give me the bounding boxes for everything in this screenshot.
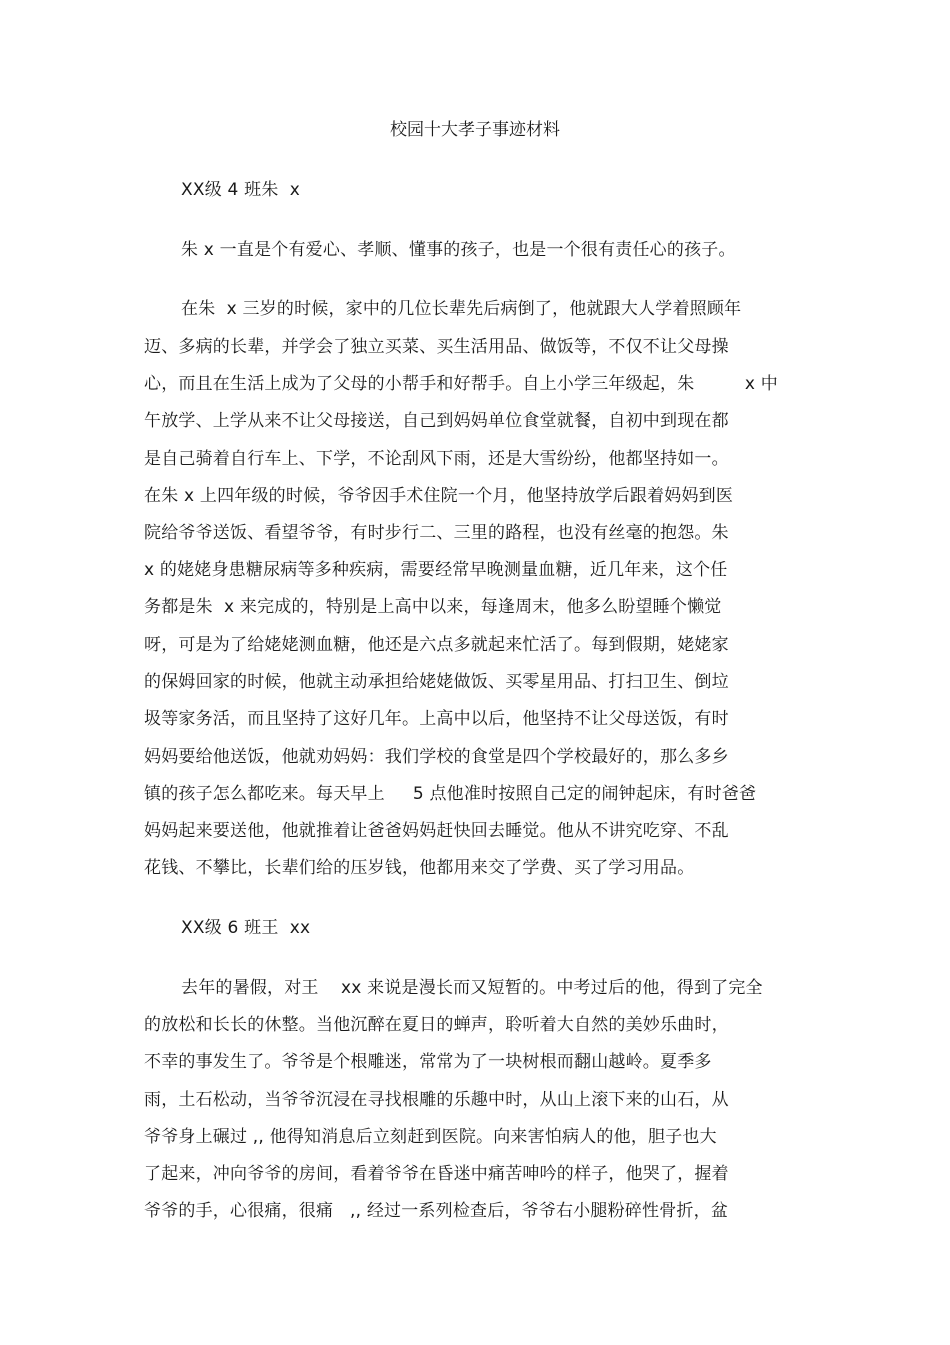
paragraph-line: 午放学、上学从来不让父母接送，自己到妈妈单位食堂就餐，自初中到现在都 — [144, 411, 729, 431]
paragraph-line: 务都是朱 x 来完成的，特别是上高中以来，每逢周末，他多么盼望睡个懒觉 — [144, 597, 722, 617]
paragraph-line: 去年的暑假，对王 xx 来说是漫长而又短暂的。中考过后的他，得到了完全 — [181, 978, 763, 998]
document-title: 校园十大孝子事迹材料 — [390, 120, 560, 140]
paragraph-line: 雨，土石松动，当爷爷沉浸在寻找根雕的乐趣中时，从山上滚下来的山石，从 — [144, 1090, 729, 1110]
section1-heading: XX级 4 班朱 x — [181, 180, 300, 200]
paragraph-line: x 的姥姥身患糖尿病等多种疾病，需要经常早晚测量血糖，近几年来，这个任 — [144, 560, 728, 580]
paragraph-line: 呀，可是为了给姥姥测血糖，他还是六点多就起来忙活了。每到假期，姥姥家 — [144, 635, 729, 655]
paragraph-line: 花钱、不攀比，长辈们给的压岁钱，他都用来交了学费、买了学习用品。 — [144, 858, 695, 878]
paragraph-line: 妈妈要给他送饭，他就劝妈妈：我们学校的食堂是四个学校最好的，那么多乡 — [144, 747, 729, 767]
paragraph-line: 是自己骑着自行车上、下学，不论刮风下雨，还是大雪纷纷，他都坚持如一。 — [144, 449, 729, 469]
paragraph-line: 爷爷身上碾过 ,, 他得知消息后立刻赶到医院。向来害怕病人的他，胆子也大 — [144, 1127, 717, 1147]
paragraph-line: 的保姆回家的时候，他就主动承担给姥姥做饭、买零星用品、打扫卫生、倒垃 — [144, 672, 729, 692]
paragraph-line: 不幸的事发生了。爷爷是个根雕迷，常常为了一块树根而翻山越岭。夏季多 — [144, 1052, 712, 1072]
paragraph-line: 在朱 x 三岁的时候，家中的几位长辈先后病倒了，他就跟大人学着照顾年 — [181, 299, 742, 319]
section2-heading: XX级 6 班王 xx — [181, 918, 311, 938]
paragraph-line: 妈妈起来要送他，他就推着让爸爸妈妈赶快回去睡觉。他从不讲究吃穿、不乱 — [144, 821, 729, 841]
paragraph-line: 迈、多病的长辈，并学会了独立买菜、买生活用品、做饭等，不仅不让父母操 — [144, 337, 729, 357]
paragraph-line: 爷爷的手，心很痛，很痛 ,, 经过一系列检查后，爷爷右小腿粉碎性骨折，盆 — [144, 1201, 729, 1221]
paragraph-line: 的放松和长长的休整。当他沉醉在夏日的蝉声，聆听着大自然的美妙乐曲时， — [144, 1015, 729, 1035]
paragraph-line: 院给爷爷送饭、看望爷爷，有时步行二、三里的路程，也没有丝毫的抱怨。朱 — [144, 523, 729, 543]
paragraph-line: 了起来，冲向爷爷的房间，看着爷爷在昏迷中痛苦呻吟的样子，他哭了，握着 — [144, 1164, 729, 1184]
section1-intro: 朱 x 一直是个有爱心、孝顺、懂事的孩子，也是一个很有责任心的孩子。 — [181, 240, 736, 260]
paragraph-line: 心，而且在生活上成为了父母的小帮手和好帮手。自上小学三年级起，朱 x 中 — [144, 374, 778, 394]
paragraph-line: 圾等家务活，而且坚持了这好几年。上高中以后，他坚持不让父母送饭，有时 — [144, 709, 729, 729]
paragraph-line: 镇的孩子怎么都吃来。每天早上 5 点他准时按照自己定的闹钟起床，有时爸爸 — [144, 784, 757, 804]
paragraph-line: 在朱 x 上四年级的时候，爷爷因手术住院一个月，他坚持放学后跟着妈妈到医 — [144, 486, 734, 506]
